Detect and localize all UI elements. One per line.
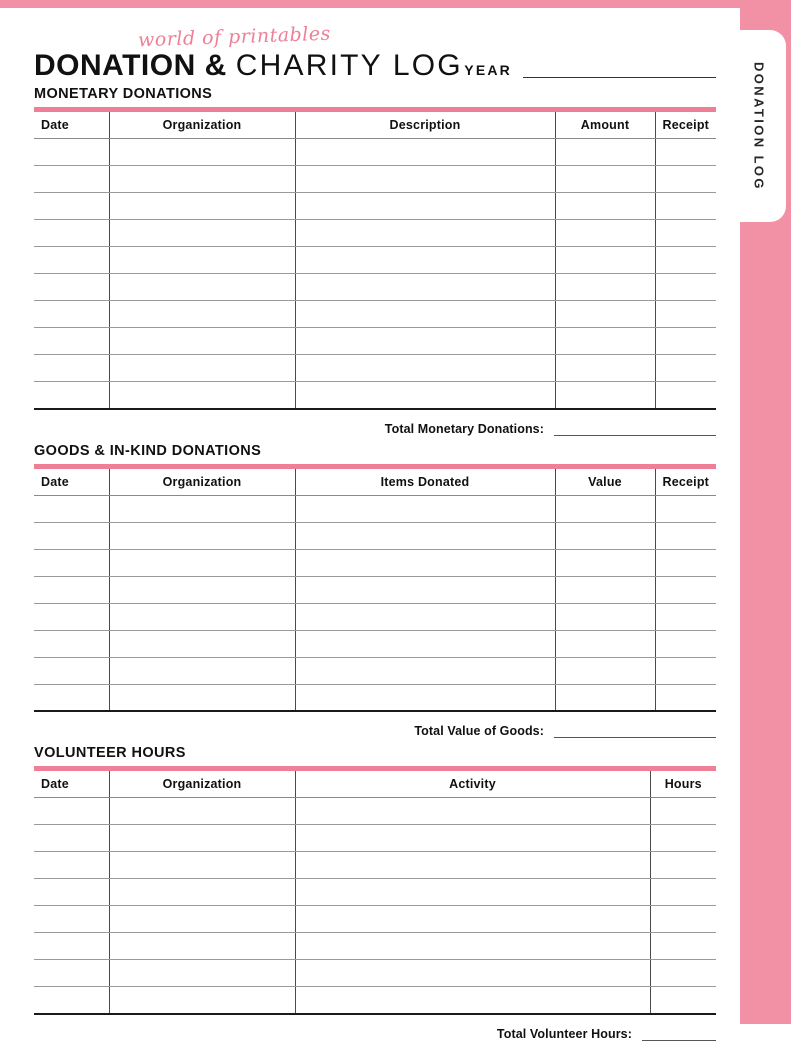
cell-date[interactable] xyxy=(34,549,109,576)
cell-activity[interactable] xyxy=(295,852,650,879)
cell-organization[interactable] xyxy=(109,879,295,906)
cell-description[interactable] xyxy=(295,382,555,409)
cell-receipt[interactable] xyxy=(655,301,716,328)
cell-date[interactable] xyxy=(34,960,109,987)
cell-date[interactable] xyxy=(34,193,109,220)
brand-script-logo: world of printables xyxy=(137,22,332,52)
cell-description[interactable] xyxy=(295,220,555,247)
cell-date[interactable] xyxy=(34,166,109,193)
table-row xyxy=(34,684,716,711)
cell-date[interactable] xyxy=(34,798,109,825)
cell-items-donated[interactable] xyxy=(295,630,555,657)
cell-description[interactable] xyxy=(295,193,555,220)
cell-organization[interactable] xyxy=(109,495,295,522)
table-row xyxy=(34,247,716,274)
cell-amount[interactable] xyxy=(555,355,655,382)
cell-date[interactable] xyxy=(34,328,109,355)
total-input-line-volunteer-hours[interactable] xyxy=(642,1028,716,1041)
cell-value[interactable] xyxy=(555,630,655,657)
cell-date[interactable] xyxy=(34,139,109,166)
cell-hours[interactable] xyxy=(650,825,716,852)
cell-organization[interactable] xyxy=(109,274,295,301)
cell-organization[interactable] xyxy=(109,657,295,684)
cell-date[interactable] xyxy=(34,220,109,247)
cell-receipt[interactable] xyxy=(655,657,716,684)
cell-date[interactable] xyxy=(34,987,109,1014)
cell-value[interactable] xyxy=(555,549,655,576)
cell-date[interactable] xyxy=(34,495,109,522)
cell-hours[interactable] xyxy=(650,852,716,879)
cell-date[interactable] xyxy=(34,274,109,301)
table-row xyxy=(34,274,716,301)
section-monetary-donations xyxy=(34,86,716,436)
cell-description[interactable] xyxy=(295,328,555,355)
cell-receipt[interactable] xyxy=(655,166,716,193)
cell-hours[interactable] xyxy=(650,906,716,933)
section-title-goods-in-kind-donations: GOODS & IN-KIND DONATIONS xyxy=(34,442,262,459)
cell-receipt[interactable] xyxy=(655,355,716,382)
cell-activity[interactable] xyxy=(295,906,650,933)
cell-receipt[interactable] xyxy=(655,630,716,657)
index-tab[interactable] xyxy=(712,30,786,222)
column-header-hours: Hours xyxy=(650,769,716,798)
cell-description[interactable] xyxy=(295,301,555,328)
section-volunteer-hours xyxy=(34,745,716,1041)
cell-organization[interactable] xyxy=(109,220,295,247)
year-field[interactable] xyxy=(464,62,716,80)
table-row xyxy=(34,301,716,328)
cell-receipt[interactable] xyxy=(655,193,716,220)
section-title-volunteer-hours: VOLUNTEER HOURS xyxy=(34,745,186,761)
cell-organization[interactable] xyxy=(109,355,295,382)
cell-receipt[interactable] xyxy=(655,220,716,247)
table-row xyxy=(34,576,716,603)
cell-organization[interactable] xyxy=(109,247,295,274)
table-row xyxy=(34,522,716,549)
cell-receipt[interactable] xyxy=(655,522,716,549)
cell-date[interactable] xyxy=(34,382,109,409)
table-row xyxy=(34,933,716,960)
table-row xyxy=(34,382,716,409)
cell-description[interactable] xyxy=(295,139,555,166)
cell-organization[interactable] xyxy=(109,906,295,933)
page-title-bold: DONATION & xyxy=(34,49,227,82)
table-row xyxy=(34,166,716,193)
cell-receipt[interactable] xyxy=(655,139,716,166)
cell-description[interactable] xyxy=(295,247,555,274)
cell-value[interactable] xyxy=(555,603,655,630)
table-row xyxy=(34,139,716,166)
cell-date[interactable] xyxy=(34,355,109,382)
cell-organization[interactable] xyxy=(109,933,295,960)
cell-amount[interactable] xyxy=(555,139,655,166)
cell-value[interactable] xyxy=(555,576,655,603)
cell-date[interactable] xyxy=(34,825,109,852)
cell-organization[interactable] xyxy=(109,522,295,549)
cell-organization[interactable] xyxy=(109,166,295,193)
table-monetary-donations xyxy=(34,107,716,410)
cell-date[interactable] xyxy=(34,301,109,328)
cell-receipt[interactable] xyxy=(655,382,716,409)
cell-amount[interactable] xyxy=(555,274,655,301)
cell-items-donated[interactable] xyxy=(295,522,555,549)
cell-organization[interactable] xyxy=(109,576,295,603)
column-header-organization: Organization xyxy=(109,769,295,798)
table-row xyxy=(34,495,716,522)
table-header-row xyxy=(34,769,716,798)
total-row-volunteer-hours xyxy=(34,1015,716,1041)
cell-organization[interactable] xyxy=(109,960,295,987)
cell-receipt[interactable] xyxy=(655,495,716,522)
section-title-monetary-donations: MONETARY DONATIONS xyxy=(34,86,213,102)
cell-activity[interactable] xyxy=(295,879,650,906)
column-header-activity: Activity xyxy=(295,769,650,798)
cell-organization[interactable] xyxy=(109,798,295,825)
table-row xyxy=(34,657,716,684)
column-header-receipt: Receipt xyxy=(655,466,716,495)
column-header-date: Date xyxy=(34,110,109,139)
cell-items-donated[interactable] xyxy=(295,495,555,522)
total-label-goods-in-kind-donations: Total Value of Goods: xyxy=(414,724,544,738)
cell-amount[interactable] xyxy=(555,382,655,409)
cell-activity[interactable] xyxy=(295,933,650,960)
table-row xyxy=(34,987,716,1014)
total-input-line-monetary-donations[interactable] xyxy=(554,423,716,436)
table-row xyxy=(34,328,716,355)
column-header-date: Date xyxy=(34,466,109,495)
cell-organization[interactable] xyxy=(109,852,295,879)
sections-container xyxy=(34,86,716,1041)
cell-organization[interactable] xyxy=(109,139,295,166)
cell-amount[interactable] xyxy=(555,328,655,355)
column-header-description: Description xyxy=(295,110,555,139)
cell-receipt[interactable] xyxy=(655,247,716,274)
total-row-goods-in-kind-donations xyxy=(34,712,716,738)
table-row xyxy=(34,355,716,382)
cell-receipt[interactable] xyxy=(655,274,716,301)
cell-value[interactable] xyxy=(555,522,655,549)
cell-activity[interactable] xyxy=(295,960,650,987)
page-content xyxy=(34,22,716,1041)
cell-date[interactable] xyxy=(34,603,109,630)
cell-organization[interactable] xyxy=(109,987,295,1014)
masthead xyxy=(34,22,716,84)
cell-amount[interactable] xyxy=(555,166,655,193)
column-header-amount: Amount xyxy=(555,110,655,139)
table-row xyxy=(34,630,716,657)
cell-organization[interactable] xyxy=(109,328,295,355)
page-title-light: CHARITY LOG xyxy=(235,49,463,82)
total-input-line-goods-in-kind-donations[interactable] xyxy=(554,725,716,738)
cell-receipt[interactable] xyxy=(655,576,716,603)
cell-organization[interactable] xyxy=(109,630,295,657)
table-row xyxy=(34,549,716,576)
cell-items-donated[interactable] xyxy=(295,576,555,603)
cell-date[interactable] xyxy=(34,852,109,879)
cell-amount[interactable] xyxy=(555,193,655,220)
total-label-volunteer-hours: Total Volunteer Hours: xyxy=(496,1026,632,1041)
cell-date[interactable] xyxy=(34,684,109,711)
cell-activity[interactable] xyxy=(295,798,650,825)
cell-value[interactable] xyxy=(555,657,655,684)
cell-hours[interactable] xyxy=(650,798,716,825)
cell-items-donated[interactable] xyxy=(295,603,555,630)
cell-receipt[interactable] xyxy=(655,328,716,355)
cell-amount[interactable] xyxy=(555,220,655,247)
cell-items-donated[interactable] xyxy=(295,657,555,684)
table-row xyxy=(34,798,716,825)
cell-description[interactable] xyxy=(295,274,555,301)
column-header-items-donated: Items Donated xyxy=(295,466,555,495)
cell-date[interactable] xyxy=(34,247,109,274)
cell-hours[interactable] xyxy=(650,987,716,1014)
table-row xyxy=(34,193,716,220)
cell-organization[interactable] xyxy=(109,382,295,409)
cell-receipt[interactable] xyxy=(655,549,716,576)
page-title xyxy=(34,49,716,83)
year-input-line[interactable] xyxy=(523,64,716,78)
cell-value[interactable] xyxy=(555,495,655,522)
cell-date[interactable] xyxy=(34,576,109,603)
total-row-monetary-donations xyxy=(34,410,716,436)
cell-date[interactable] xyxy=(34,906,109,933)
cell-activity[interactable] xyxy=(295,825,650,852)
cell-organization[interactable] xyxy=(109,193,295,220)
cell-receipt[interactable] xyxy=(655,684,716,711)
cell-value[interactable] xyxy=(555,684,655,711)
table-row xyxy=(34,906,716,933)
cell-date[interactable] xyxy=(34,522,109,549)
cell-items-donated[interactable] xyxy=(295,549,555,576)
cell-date[interactable] xyxy=(34,630,109,657)
table-header-row xyxy=(34,110,716,139)
column-header-receipt: Receipt xyxy=(655,110,716,139)
cell-date[interactable] xyxy=(34,657,109,684)
total-label-monetary-donations: Total Monetary Donations: xyxy=(384,421,544,436)
table-header-row xyxy=(34,466,716,495)
column-header-value: Value xyxy=(555,466,655,495)
cell-items-donated[interactable] xyxy=(295,684,555,711)
index-tab-label: DONATION LOG xyxy=(751,61,767,191)
table-row xyxy=(34,825,716,852)
table-goods-in-kind-donations xyxy=(34,464,716,713)
cell-activity[interactable] xyxy=(295,987,650,1014)
cell-date[interactable] xyxy=(34,933,109,960)
table-row xyxy=(34,220,716,247)
table-row xyxy=(34,960,716,987)
table-row xyxy=(34,603,716,630)
cell-amount[interactable] xyxy=(555,301,655,328)
cell-amount[interactable] xyxy=(555,247,655,274)
column-header-organization: Organization xyxy=(109,466,295,495)
cell-hours[interactable] xyxy=(650,960,716,987)
cell-organization[interactable] xyxy=(109,603,295,630)
year-label: YEAR xyxy=(464,62,512,78)
cell-organization[interactable] xyxy=(109,684,295,711)
cell-hours[interactable] xyxy=(650,879,716,906)
cell-organization[interactable] xyxy=(109,825,295,852)
cell-receipt[interactable] xyxy=(655,603,716,630)
cell-organization[interactable] xyxy=(109,301,295,328)
table-row xyxy=(34,852,716,879)
cell-hours[interactable] xyxy=(650,933,716,960)
table-volunteer-hours xyxy=(34,766,716,1015)
column-header-organization: Organization xyxy=(109,110,295,139)
cell-organization[interactable] xyxy=(109,549,295,576)
cell-description[interactable] xyxy=(295,166,555,193)
cell-description[interactable] xyxy=(295,355,555,382)
table-row xyxy=(34,879,716,906)
cell-date[interactable] xyxy=(34,879,109,906)
column-header-date: Date xyxy=(34,769,109,798)
section-goods-in-kind-donations xyxy=(34,443,716,739)
